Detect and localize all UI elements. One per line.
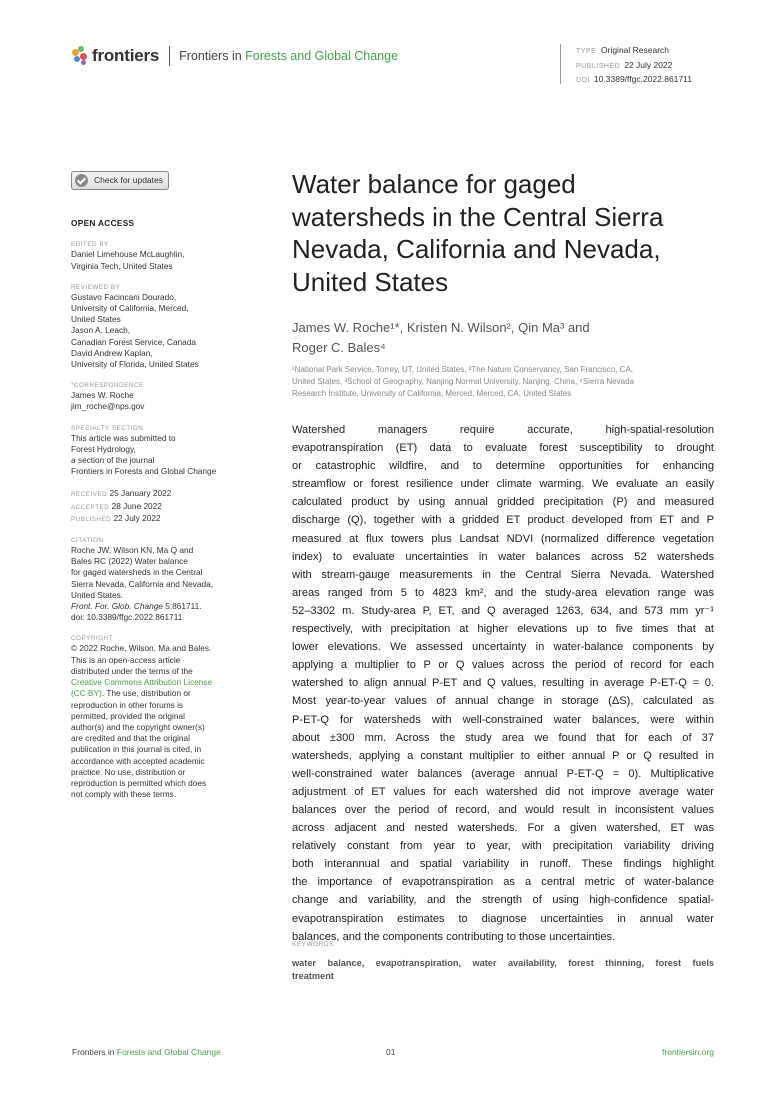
type-label: TYPE	[576, 48, 597, 55]
check-for-updates-button[interactable]	[71, 171, 169, 190]
authors-line: James W. Roche¹*, Kristen N. Wilson², Qin Ma³ and	[292, 320, 590, 335]
copyright-section	[71, 634, 241, 800]
keywords	[292, 957, 714, 982]
footer-journal-prefix: Frontiers in	[72, 1047, 117, 1057]
copyright-line: . The use, distribution or	[101, 688, 191, 699]
abstract-line: streamflow or forest resilience under climate warming. We evaluate an easily	[292, 478, 714, 491]
affiliation-line: Research Institute, University of California, Merced, Merced, CA, United States	[292, 389, 572, 398]
copyright-line: © 2022 Roche, Wilson, Ma and Bales.	[71, 643, 212, 654]
abstract-line: Most year-to-year values of annual change in storage (ΔS), calculated as	[292, 695, 714, 708]
affiliation-line: United States, ³School of Geography, Nanjing Normal University, Nanjing, China, ⁴Sierra Nevada	[292, 377, 634, 386]
journal-prefix: Frontiers in	[179, 49, 246, 63]
type-value: Original Research	[601, 45, 670, 55]
affiliations	[292, 364, 722, 400]
abstract-line: 52–3302 m. Study-area P, ET, and Q averaged 1263, 634, and 573 mm yr⁻¹	[292, 604, 714, 617]
citation-line: Roche JW, Wilson KN, Ma Q and	[71, 545, 194, 556]
title-line: watersheds in the Central Sierra	[292, 201, 664, 232]
abstract-line: P-ET-Q for watersheds with well-constrained water balances, were within	[292, 713, 714, 726]
accepted-date: 28 June 2022	[111, 500, 162, 511]
copyright-line: practice. No use, distribution or	[71, 766, 186, 777]
copyright-line: are credited and that the original	[71, 733, 191, 744]
title-line: Nevada, California and Nevada,	[292, 234, 661, 264]
abstract-line: watersheds, applying a constant multiplier to either annual P or Q resulted in	[292, 749, 714, 762]
correspondent-email[interactable]: jim_roche@nps.gov	[71, 401, 145, 412]
copyright-line: accordance with accepted academic	[71, 755, 205, 766]
copyright-line: reproduction in other forums is	[71, 699, 184, 710]
journal-accent: Forests and Global Change	[245, 49, 399, 63]
dates-section	[71, 488, 241, 525]
affiliation-line: ¹National Park Service, Torrey, UT, United States, ²The Nature Conservancy, San Francisco, CA,	[292, 365, 634, 374]
doi-value[interactable]: 10.3389/ffgc.2022.861711	[593, 74, 692, 84]
abstract-line: areas ranged from 5 to 4823 km², and the study-area elevation range was	[292, 586, 714, 599]
footer-site-link[interactable]: frontiersin.org	[662, 1047, 714, 1057]
abstract-line: well-constrained water balances (average annual P-ET-Q = 0). Multiplicative	[292, 767, 714, 780]
reviewer-line: University of California, Merced,	[71, 303, 189, 314]
abstract-line: across adjacent and nested watersheds. For a given watershed, ET was	[292, 822, 714, 835]
accepted-label: ACCEPTED	[71, 503, 110, 511]
checkmark-icon	[75, 174, 88, 187]
copyright-line: publication in this journal is cited, in	[71, 744, 202, 755]
reviewed-by-label: REVIEWED BY	[71, 283, 121, 291]
abstract-line: evapotranspiration (ET) data to evaluate forest susceptibility to drought	[292, 442, 714, 455]
check-for-updates-label: Check for updates	[94, 174, 163, 185]
abstract-line: respectively, with precipitation at higher elevations up to five times that at	[292, 623, 714, 636]
title-line: Water balance for gaged	[292, 169, 576, 199]
sidebar	[71, 171, 241, 800]
copyright-label: COPYRIGHT	[71, 635, 113, 643]
abstract-line: relatively constant from year to year, with precipitation variability driving	[292, 840, 714, 853]
frontiers-logo-icon	[72, 46, 88, 66]
abstract-line: with stream-gauge measurements in the Central Sierra Nevada. Watershed	[292, 568, 714, 581]
footer-journal-accent: Forests and Global Change	[116, 1047, 221, 1057]
received-label: RECEIVED	[71, 491, 108, 499]
brand-name: frontiers	[92, 46, 160, 65]
reviewer-line: David Andrew Kaplan,	[71, 347, 153, 358]
brand-divider	[169, 46, 170, 66]
article-title	[292, 168, 722, 298]
abstract-line: change and variability, and the strength of using high-confidence spatial-	[292, 894, 714, 907]
brand-bar	[72, 46, 398, 66]
authors-line: Roger C. Bales⁴	[292, 340, 386, 355]
copyright-line: author(s) and the copyright owner(s)	[71, 721, 205, 732]
abstract-line: measured at flux towers plus Landsat NDVI (normalized difference vegetation	[292, 532, 714, 545]
specialty-label: SPECIALTY SECTION	[71, 424, 144, 432]
specialty-line: a section of the journal	[71, 455, 155, 466]
open-access-label: OPEN ACCESS	[71, 218, 135, 229]
specialty-section	[71, 424, 241, 478]
correspondence-section	[71, 381, 241, 412]
copyright-line: distributed under the terms of the	[71, 665, 193, 676]
citation-line: United States.	[71, 589, 124, 600]
abstract-line: the importance of evapotranspiration as a central metric of water-balance	[292, 876, 714, 889]
citation-label: CITATION	[71, 537, 104, 545]
specialty-line: Forest Hydrology,	[71, 443, 136, 454]
abstract-line: adjustment of ET values for each watershed did not improve average water	[292, 785, 714, 798]
doi-label: DOI	[576, 77, 590, 84]
keywords-line: water balance, evapotranspiration, water availability, forest thinning, forest fuels	[292, 958, 714, 968]
abstract-line: calculated product by using annual gridded precipitation (P) and measured	[292, 496, 714, 509]
abstract-line: lower elevations. We assessed uncertainty in water-balance components by	[292, 641, 714, 654]
abstract-line: about ±300 mm. Across the study area we found that for each of 37	[292, 731, 714, 744]
abstract-line: balances, and the components contributing to those uncertainties.	[292, 930, 616, 943]
reviewer-line: Jason A. Leach,	[71, 325, 131, 336]
abstract-line: both interannual and spatial variability in runoff. These findings highlight	[292, 858, 714, 871]
specialty-line: This article was submitted to	[71, 432, 176, 443]
page-number: 01	[386, 1047, 396, 1057]
citation-section	[71, 536, 241, 623]
abstract-line: balances over the period of record, and would result in inconsistent values	[292, 803, 714, 816]
author-list	[292, 318, 590, 358]
journal-name	[179, 49, 398, 63]
abstract-line: discharge (Q), together with a gridded ET product developed from ET and P	[292, 514, 714, 527]
edited-by-section	[71, 240, 241, 271]
citation-line: Bales RC (2022) Water balance	[71, 556, 188, 567]
citation-line: for gaged watersheds in the Central	[71, 567, 203, 578]
copyright-line: reproduction is permitted which does	[71, 777, 207, 788]
published-value: 22 July 2022	[624, 59, 673, 70]
correspondent-name: James W. Roche	[71, 390, 134, 401]
reviewer-line: United States	[71, 314, 121, 325]
editor-line: Daniel Limehouse McLaughlin,	[71, 249, 185, 260]
specialty-line: Frontiers in Forests and Global Change	[71, 466, 217, 477]
citation-journal: Front. For. Glob. Change	[71, 601, 163, 612]
copyright-line: This is an open-access article	[71, 654, 181, 665]
reviewer-line: Gustavo Facincani Dourado,	[71, 291, 177, 302]
reviewer-line: Canadian Forest Service, Canada	[71, 336, 196, 347]
citation-doi[interactable]: doi: 10.3389/ffgc.2022.861711	[71, 612, 183, 623]
editor-line: Virginia Tech, United States	[71, 260, 173, 271]
edited-by-label: EDITED BY	[71, 241, 109, 249]
correspondence-label: *CORRESPONDENCE	[71, 382, 144, 390]
page-header	[72, 44, 712, 84]
citation-volume: 5:861711.	[162, 601, 202, 612]
title-line: United States	[292, 266, 449, 297]
cc-by-link[interactable]: (CC BY)	[71, 688, 102, 699]
copyright-line: permitted, provided the original	[71, 710, 185, 721]
abstract	[292, 421, 714, 946]
abstract-line: index) to evaluate uncertainties in water balances across 52 watersheds	[292, 550, 714, 563]
cc-license-link[interactable]: Creative Commons Attribution License	[71, 677, 213, 688]
published-label: PUBLISHED	[576, 62, 621, 70]
footer-journal	[72, 1047, 221, 1057]
copyright-line: not comply with these terms.	[71, 789, 177, 800]
article-meta	[560, 44, 692, 84]
abstract-line: evapotranspiration estimates to diagnose uncertainties in annual water	[292, 912, 714, 925]
abstract-line: Watershed managers require accurate, high-spatial-resolution	[292, 424, 714, 436]
received-date: 25 January 2022	[109, 488, 172, 499]
published-label: PUBLISHED	[71, 515, 112, 523]
keywords-line: treatment	[292, 970, 334, 981]
published-date: 22 July 2022	[113, 512, 161, 523]
citation-line: Sierra Nevada, California and Nevada,	[71, 578, 214, 589]
reviewed-by-section	[71, 283, 241, 370]
reviewer-line: University of Florida, United States	[71, 359, 199, 370]
abstract-line: watershed to align annual P-ET and Q values, resulting in average P-ET-Q = 0.	[292, 677, 714, 690]
abstract-line: applying a multiplier to P or Q values across the period of record for each	[292, 659, 714, 672]
keywords-label: KEYWORDS	[292, 941, 334, 948]
abstract-line: or catastrophic wildfire, and to determine opportunities for enhancing	[292, 460, 714, 473]
